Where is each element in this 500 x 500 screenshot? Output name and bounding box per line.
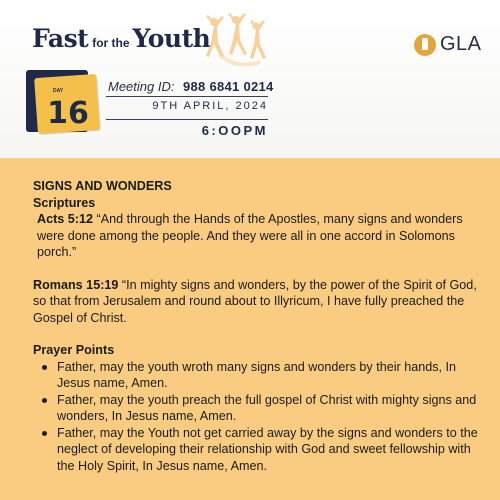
- scripture-passage: [33, 277, 485, 327]
- calendar-day-tag: DAY: [53, 88, 64, 94]
- meeting-date: 9TH APRIL, 2024: [152, 100, 268, 112]
- scripture-text: “And through the Hands of the Apostles, many signs and wonders were done among the people. And they were all in one accord in Solomons porch.”: [37, 212, 463, 259]
- prayer-points-list: [33, 359, 485, 475]
- prayer-point: Father, may the youth preach the full gospel of Christ with mighty signs and wonders, In Jesus name, Amen.: [57, 392, 485, 425]
- fast-for-the-youth-wordmark: [32, 24, 210, 53]
- meeting-time: 6:OOPM: [201, 123, 268, 138]
- section-title: SIGNS AND WONDERS: [33, 179, 172, 193]
- prayer-point: Father, may the youth wroth many signs and wonders by their hands, In Jesus name, Amen.: [57, 359, 485, 392]
- scripture-text: “In mighty signs and wonders, by the power of the Spirit of God, so that from Jerusalem and round about to Illyricum, I have fully preached the Gospel of Christ.: [33, 277, 477, 325]
- brand-fast: Fast: [32, 24, 89, 53]
- prayer-point: Father, may the Youth not get carried away by the signs and wonders to the neglect of developing their relationship with God and sweet fellowship with the Holy Spirit, In Jesus name, Amen.: [57, 425, 485, 475]
- prayer-points-heading: Prayer Points: [33, 343, 115, 357]
- scripture-reference: Acts 5:12: [37, 212, 94, 226]
- gla-church-logo-icon: [414, 34, 436, 56]
- calendar-icon: [26, 66, 100, 134]
- brand-for-the: for the: [92, 36, 130, 50]
- gla-logo: [414, 33, 482, 56]
- scripture-passage: [33, 211, 485, 261]
- gla-logo-text: GLA: [440, 33, 482, 55]
- devotional-content: [33, 178, 485, 474]
- scripture-reference: Romans 15:19: [33, 277, 119, 292]
- divider: [106, 96, 268, 97]
- meeting-id-line: [108, 78, 274, 96]
- calendar-day-number: 16: [47, 96, 89, 131]
- divider: [106, 119, 268, 120]
- meeting-id-value: 988 6841 0214: [182, 79, 274, 94]
- header-banner: [0, 0, 500, 158]
- jumping-youth-silhouettes-icon: [200, 12, 272, 70]
- brand-youth: Youth: [132, 24, 211, 53]
- scriptures-heading: Scriptures: [33, 195, 96, 210]
- meeting-id-label: Meeting ID:: [108, 79, 175, 94]
